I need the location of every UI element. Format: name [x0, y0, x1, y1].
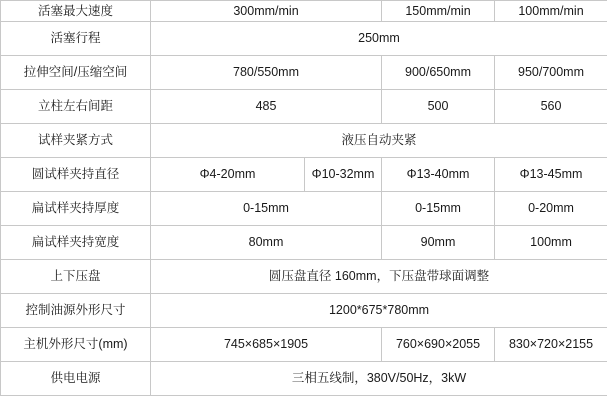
row-value: Φ13-45mm [495, 158, 607, 192]
row-value: 100mm/min [495, 1, 607, 22]
row-label: 扁试样夹持宽度 [1, 226, 151, 260]
row-label: 圆试样夹持直径 [1, 158, 151, 192]
row-label: 试样夹紧方式 [1, 124, 151, 158]
table-row [1, 328, 607, 362]
table-row [1, 1, 607, 22]
row-value: 745×685×1905 [151, 328, 382, 362]
row-value: 150mm/min [382, 1, 495, 22]
row-label: 上下压盘 [1, 260, 151, 294]
row-value: Φ13-40mm [382, 158, 495, 192]
row-value: 760×690×2055 [382, 328, 495, 362]
row-value: 液压自动夹紧 [151, 124, 607, 158]
row-label: 控制油源外形尺寸 [1, 294, 151, 328]
row-label: 供电电源 [1, 362, 151, 396]
row-value: 780/550mm [151, 56, 382, 90]
specification-table-body [1, 1, 607, 396]
row-label: 扁试样夹持厚度 [1, 192, 151, 226]
row-label: 拉伸空间/压缩空间 [1, 56, 151, 90]
row-value: 1200*675*780mm [151, 294, 607, 328]
row-label: 立柱左右间距 [1, 90, 151, 124]
row-value: 500 [382, 90, 495, 124]
row-value: 圆压盘直径 160mm，下压盘带球面调整 [151, 260, 607, 294]
row-value: 80mm [151, 226, 382, 260]
row-label: 活塞最大速度 [1, 1, 151, 22]
row-value: Φ4-20mm [151, 158, 305, 192]
table-row [1, 294, 607, 328]
row-value: 950/700mm [495, 56, 607, 90]
table-row [1, 56, 607, 90]
row-value: 485 [151, 90, 382, 124]
row-value: 0-20mm [495, 192, 607, 226]
row-value: 100mm [495, 226, 607, 260]
row-value: 900/650mm [382, 56, 495, 90]
row-label: 活塞行程 [1, 22, 151, 56]
row-value: 0-15mm [151, 192, 382, 226]
row-value: Φ10-32mm [305, 158, 382, 192]
row-value: 0-15mm [382, 192, 495, 226]
table-row [1, 22, 607, 56]
table-row [1, 226, 607, 260]
row-value: 830×720×2155 [495, 328, 607, 362]
row-value: 560 [495, 90, 607, 124]
row-value: 300mm/min [151, 1, 382, 22]
row-label: 主机外形尺寸(mm) [1, 328, 151, 362]
table-row [1, 192, 607, 226]
table-row [1, 124, 607, 158]
row-value: 三相五线制，380V/50Hz，3kW [151, 362, 607, 396]
table-row [1, 260, 607, 294]
table-row [1, 158, 607, 192]
table-row [1, 90, 607, 124]
row-value: 250mm [151, 22, 607, 56]
row-value: 90mm [382, 226, 495, 260]
table-row [1, 362, 607, 396]
